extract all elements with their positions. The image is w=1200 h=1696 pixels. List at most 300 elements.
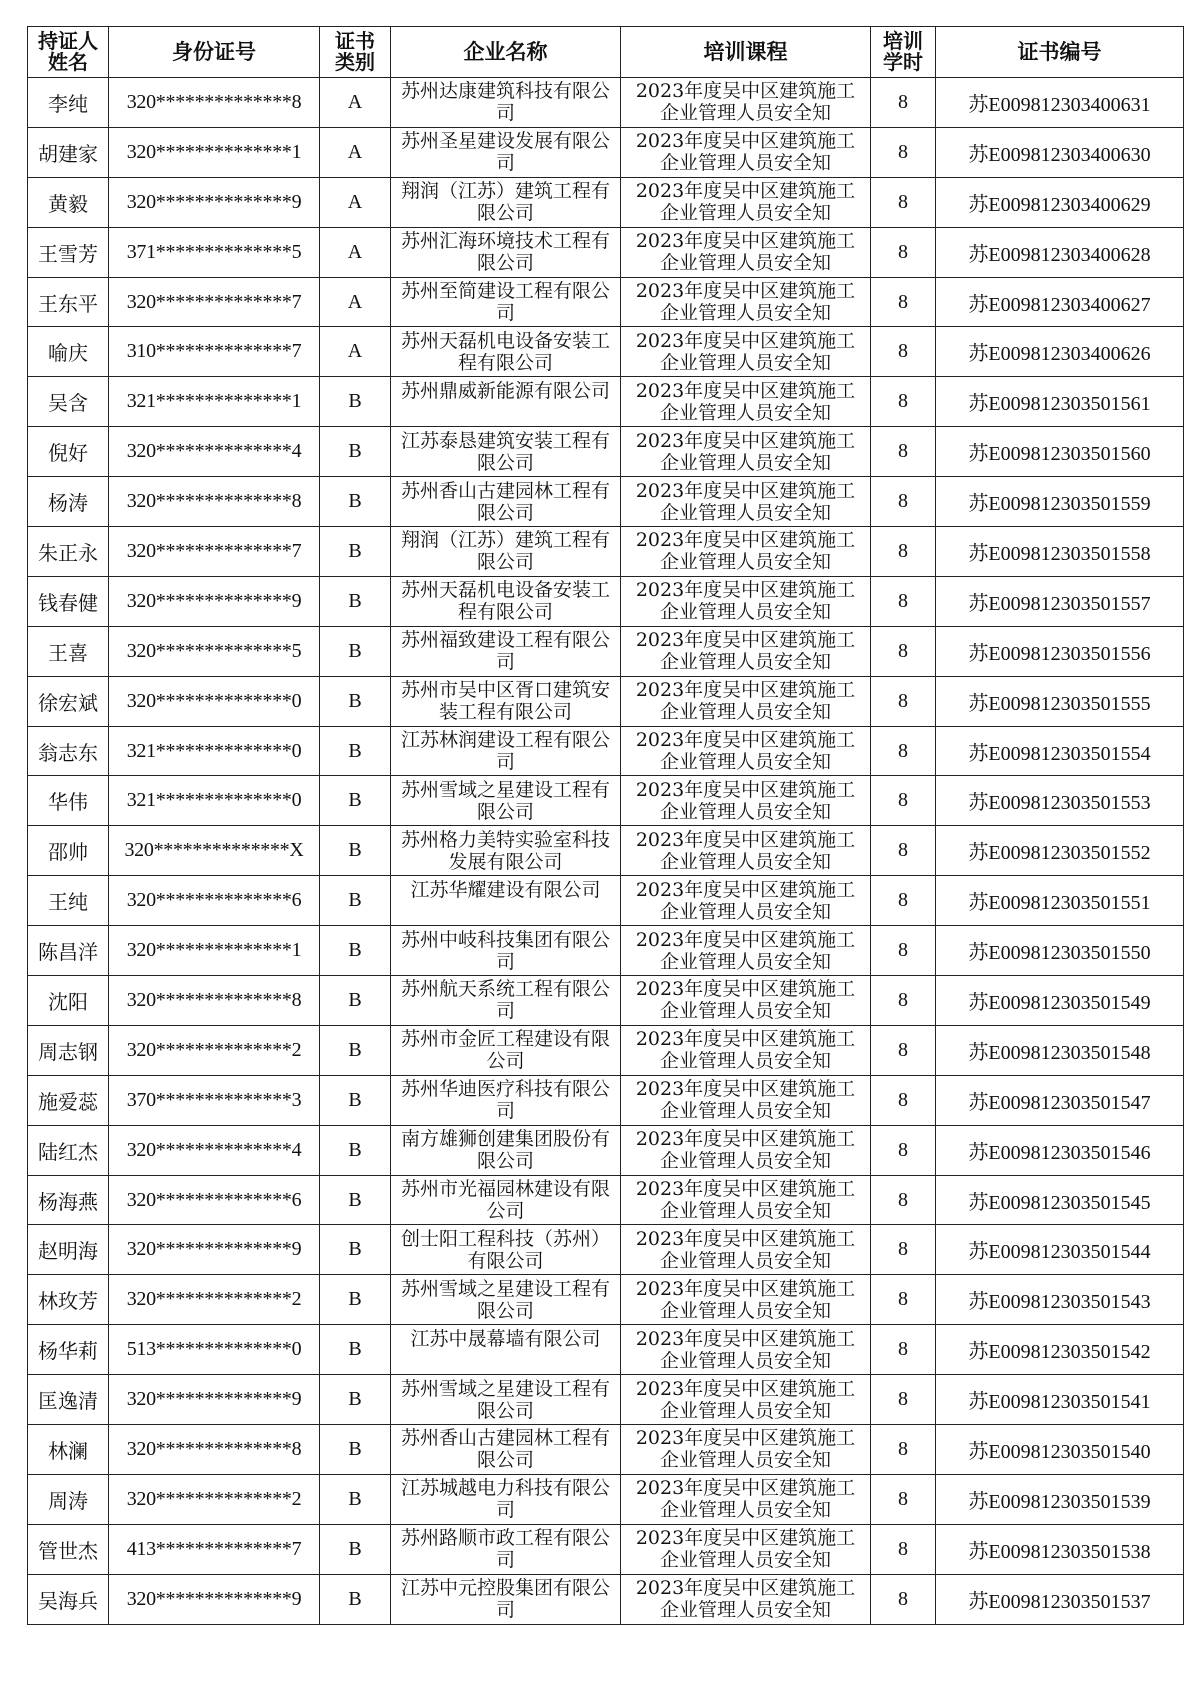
- training-course-cell: [621, 1375, 871, 1425]
- holder-name-cell: 管世杰: [28, 1524, 109, 1574]
- certificate-category-cell: B: [320, 776, 391, 826]
- table-row: [28, 626, 1184, 676]
- training-course-cell: [621, 1425, 871, 1475]
- company-name-cell: [391, 1524, 621, 1574]
- training-course-text: 2023年度吴中区建筑施工企业管理人员安全知: [635, 130, 856, 175]
- training-course-text: 2023年度吴中区建筑施工企业管理人员安全知: [635, 778, 856, 823]
- table-row: [28, 277, 1184, 327]
- header-holder-line2: 姓名: [48, 50, 88, 74]
- training-hours-cell: 8: [871, 1474, 936, 1524]
- certificate-number-cell: 苏E009812303501556: [936, 626, 1184, 676]
- training-course-cell: [621, 1125, 871, 1175]
- certificate-category-cell: B: [320, 726, 391, 776]
- training-course-text: 2023年度吴中区建筑施工企业管理人员安全知: [635, 280, 856, 324]
- id-number-cell: 320**************2: [109, 1275, 320, 1325]
- training-course-text: 2023年度吴中区建筑施工企业管理人员安全知: [635, 629, 856, 674]
- id-number-cell: 320**************9: [109, 1375, 320, 1425]
- id-number-cell: 320**************9: [109, 1574, 320, 1624]
- id-number-cell: 320**************2: [109, 1474, 320, 1524]
- table-row: [28, 427, 1184, 477]
- certificate-number-cell: 苏E009812303400630: [936, 127, 1184, 177]
- header-certificate-number: 证书编号: [936, 27, 1184, 78]
- company-name-text: 苏州达康建筑科技有限公司: [400, 80, 610, 125]
- training-course-text: 2023年度吴中区建筑施工企业管理人员安全知: [635, 1227, 856, 1272]
- company-name-text: 江苏中元控股集团有限公司: [400, 1577, 610, 1622]
- table-row: [28, 776, 1184, 826]
- certificate-category-cell: A: [320, 127, 391, 177]
- training-course-cell: [621, 1225, 871, 1275]
- training-course-cell: [621, 876, 871, 926]
- holder-name-cell: 王纯: [28, 876, 109, 926]
- company-name-text: 苏州天磊机电设备安装工程有限公司: [400, 579, 610, 624]
- certificate-category-cell: B: [320, 1524, 391, 1574]
- holder-name-cell: 吴海兵: [28, 1574, 109, 1624]
- holder-name-cell: 黄毅: [28, 177, 109, 227]
- training-course-cell: [621, 227, 871, 277]
- certificate-number-cell: 苏E009812303501551: [936, 876, 1184, 926]
- holder-name-cell: 王雪芳: [28, 227, 109, 277]
- id-number-cell: 321**************1: [109, 377, 320, 427]
- table-row: [28, 527, 1184, 577]
- company-name-cell: [391, 1125, 621, 1175]
- header-category-line1: 证书: [335, 29, 375, 53]
- table-row: [28, 1225, 1184, 1275]
- training-hours-cell: 8: [871, 1075, 936, 1125]
- certificate-number-cell: 苏E009812303501544: [936, 1225, 1184, 1275]
- certificate-category-cell: B: [320, 576, 391, 626]
- table-row: [28, 976, 1184, 1026]
- holder-name-cell: 王东平: [28, 277, 109, 327]
- company-name-cell: [391, 527, 621, 577]
- company-name-cell: [391, 826, 621, 876]
- table-row: [28, 1025, 1184, 1075]
- training-course-text: 2023年度吴中区建筑施工企业管理人员安全知: [635, 1327, 856, 1372]
- company-name-text: 创士阳工程科技（苏州）有限公司: [400, 1227, 610, 1272]
- training-hours-cell: 8: [871, 477, 936, 527]
- training-course-text: 2023年度吴中区建筑施工企业管理人员安全知: [635, 579, 856, 624]
- certificate-category-cell: A: [320, 78, 391, 128]
- certificate-roster-table: [27, 26, 1184, 1625]
- id-number-cell: 320**************9: [109, 1225, 320, 1275]
- company-name-text: 江苏中晟幕墙有限公司: [410, 1327, 601, 1350]
- id-number-cell: 513**************0: [109, 1325, 320, 1375]
- certificate-category-cell: B: [320, 1125, 391, 1175]
- holder-name-cell: 沈阳: [28, 976, 109, 1026]
- table-row: [28, 1524, 1184, 1574]
- company-name-cell: [391, 1075, 621, 1125]
- id-number-cell: 320**************1: [109, 926, 320, 976]
- certificate-category-cell: B: [320, 1375, 391, 1425]
- header-category-line2: 类别: [335, 50, 375, 74]
- table-row: [28, 1425, 1184, 1475]
- certificate-category-cell: B: [320, 1275, 391, 1325]
- table-row: [28, 327, 1184, 377]
- training-course-cell: [621, 177, 871, 227]
- holder-name-cell: 邵帅: [28, 826, 109, 876]
- training-course-text: 2023年度吴中区建筑施工企业管理人员安全知: [635, 1527, 856, 1572]
- holder-name-cell: 周志钢: [28, 1025, 109, 1075]
- training-course-cell: [621, 926, 871, 976]
- table-row: [28, 78, 1184, 128]
- id-number-cell: 320**************2: [109, 1025, 320, 1075]
- table-body: [28, 78, 1184, 1625]
- company-name-text: 苏州雪域之星建设工程有限公司: [400, 1277, 610, 1322]
- id-number-cell: 320**************6: [109, 1175, 320, 1225]
- company-name-text: 江苏林润建设工程有限公司: [400, 729, 610, 774]
- company-name-text: 苏州汇海环境技术工程有限公司: [400, 230, 610, 275]
- header-training-hours: [871, 27, 936, 78]
- company-name-cell: [391, 1425, 621, 1475]
- training-hours-cell: 8: [871, 1125, 936, 1175]
- training-hours-cell: 8: [871, 1524, 936, 1574]
- table-row: [28, 227, 1184, 277]
- certificate-number-cell: 苏E009812303501552: [936, 826, 1184, 876]
- certificate-category-cell: B: [320, 1025, 391, 1075]
- training-course-text: 2023年度吴中区建筑施工企业管理人员安全知: [635, 1078, 856, 1123]
- certificate-number-cell: 苏E009812303501541: [936, 1375, 1184, 1425]
- company-name-cell: [391, 327, 621, 377]
- company-name-text: 苏州鼎威新能源有限公司: [400, 379, 610, 402]
- certificate-category-cell: B: [320, 427, 391, 477]
- certificate-number-cell: 苏E009812303501550: [936, 926, 1184, 976]
- table-header: [28, 27, 1184, 78]
- company-name-cell: [391, 277, 621, 327]
- certificate-number-cell: 苏E009812303501545: [936, 1175, 1184, 1225]
- id-number-cell: 413**************7: [109, 1524, 320, 1574]
- company-name-cell: [391, 1325, 621, 1375]
- training-course-cell: [621, 377, 871, 427]
- company-name-text: 苏州华迪医疗科技有限公司: [400, 1078, 610, 1123]
- header-certificate-category: [320, 27, 391, 78]
- training-course-text: 2023年度吴中区建筑施工企业管理人员安全知: [635, 479, 856, 524]
- certificate-category-cell: B: [320, 1075, 391, 1125]
- company-name-cell: [391, 477, 621, 527]
- id-number-cell: 370**************3: [109, 1075, 320, 1125]
- company-name-text: 江苏华耀建设有限公司: [410, 878, 601, 901]
- training-course-text: 2023年度吴中区建筑施工企业管理人员安全知: [635, 928, 856, 973]
- company-name-text: 苏州中岐科技集团有限公司: [400, 928, 610, 973]
- certificate-category-cell: B: [320, 377, 391, 427]
- id-number-cell: 320**************0: [109, 676, 320, 726]
- company-name-text: 江苏城越电力科技有限公司: [400, 1477, 610, 1522]
- certificate-category-cell: B: [320, 527, 391, 577]
- company-name-cell: [391, 726, 621, 776]
- certificate-number-cell: 苏E009812303501557: [936, 576, 1184, 626]
- certificate-number-cell: 苏E009812303501555: [936, 676, 1184, 726]
- company-name-cell: [391, 427, 621, 477]
- holder-name-cell: 徐宏斌: [28, 676, 109, 726]
- company-name-text: 苏州格力美特实验室科技发展有限公司: [400, 828, 610, 873]
- id-number-cell: 320**************5: [109, 626, 320, 676]
- table-row: [28, 576, 1184, 626]
- certificate-number-cell: 苏E009812303501560: [936, 427, 1184, 477]
- certificate-number-cell: 苏E009812303400627: [936, 277, 1184, 327]
- certificate-category-cell: B: [320, 976, 391, 1026]
- id-number-cell: 320**************8: [109, 976, 320, 1026]
- training-course-cell: [621, 576, 871, 626]
- holder-name-cell: 林澜: [28, 1425, 109, 1475]
- training-course-cell: [621, 1275, 871, 1325]
- holder-name-cell: 杨华莉: [28, 1325, 109, 1375]
- training-course-text: 2023年度吴中区建筑施工企业管理人员安全知: [635, 1028, 856, 1073]
- training-course-text: 2023年度吴中区建筑施工企业管理人员安全知: [635, 529, 856, 574]
- training-course-text: 2023年度吴中区建筑施工企业管理人员安全知: [635, 80, 856, 125]
- training-hours-cell: 8: [871, 527, 936, 577]
- training-course-cell: [621, 1574, 871, 1624]
- header-company-name: 企业名称: [391, 27, 621, 78]
- training-hours-cell: 8: [871, 676, 936, 726]
- training-course-cell: [621, 127, 871, 177]
- certificate-number-cell: 苏E009812303501538: [936, 1524, 1184, 1574]
- certificate-category-cell: A: [320, 177, 391, 227]
- training-hours-cell: 8: [871, 177, 936, 227]
- certificate-number-cell: 苏E009812303501559: [936, 477, 1184, 527]
- company-name-text: 江苏泰恳建筑安装工程有限公司: [400, 429, 610, 474]
- holder-name-cell: 杨涛: [28, 477, 109, 527]
- company-name-cell: [391, 926, 621, 976]
- certificate-category-cell: B: [320, 1325, 391, 1375]
- id-number-cell: 371**************5: [109, 227, 320, 277]
- table-row: [28, 477, 1184, 527]
- training-course-text: 2023年度吴中区建筑施工企业管理人员安全知: [635, 679, 856, 724]
- training-hours-cell: 8: [871, 1225, 936, 1275]
- training-course-cell: [621, 477, 871, 527]
- id-number-cell: 321**************0: [109, 776, 320, 826]
- training-hours-cell: 8: [871, 626, 936, 676]
- id-number-cell: 320**************9: [109, 177, 320, 227]
- training-hours-cell: 8: [871, 1275, 936, 1325]
- table-row: [28, 1325, 1184, 1375]
- table-row: [28, 1574, 1184, 1624]
- table-row: [28, 1125, 1184, 1175]
- certificate-number-cell: 苏E009812303501547: [936, 1075, 1184, 1125]
- certificate-number-cell: 苏E009812303400628: [936, 227, 1184, 277]
- company-name-cell: [391, 626, 621, 676]
- training-hours-cell: 8: [871, 976, 936, 1026]
- training-course-text: 2023年度吴中区建筑施工企业管理人员安全知: [635, 828, 856, 873]
- company-name-cell: [391, 1175, 621, 1225]
- company-name-cell: [391, 776, 621, 826]
- certificate-number-cell: 苏E009812303501548: [936, 1025, 1184, 1075]
- company-name-text: 苏州航天系统工程有限公司: [400, 978, 610, 1023]
- training-hours-cell: 8: [871, 327, 936, 377]
- training-course-cell: [621, 1075, 871, 1125]
- company-name-cell: [391, 976, 621, 1026]
- training-hours-cell: 8: [871, 377, 936, 427]
- certificate-number-cell: 苏E009812303501540: [936, 1425, 1184, 1475]
- training-course-cell: [621, 1474, 871, 1524]
- header-hours-line1: 培训: [883, 29, 923, 53]
- training-course-text: 2023年度吴中区建筑施工企业管理人员安全知: [635, 230, 856, 275]
- training-course-cell: [621, 1175, 871, 1225]
- company-name-text: 苏州福致建设工程有限公司: [400, 629, 610, 674]
- holder-name-cell: 陈昌洋: [28, 926, 109, 976]
- header-holder-name: [28, 27, 109, 78]
- id-number-cell: 320**************8: [109, 1425, 320, 1475]
- table-row: [28, 1175, 1184, 1225]
- certificate-number-cell: 苏E009812303400626: [936, 327, 1184, 377]
- company-name-cell: [391, 1225, 621, 1275]
- training-hours-cell: 8: [871, 1375, 936, 1425]
- holder-name-cell: 赵明海: [28, 1225, 109, 1275]
- holder-name-cell: 陆红杰: [28, 1125, 109, 1175]
- training-hours-cell: 8: [871, 576, 936, 626]
- id-number-cell: 321**************0: [109, 726, 320, 776]
- table-row: [28, 926, 1184, 976]
- company-name-text: 苏州市金匠工程建设有限公司: [400, 1028, 610, 1073]
- company-name-text: 苏州市光福园林建设有限公司: [400, 1178, 610, 1223]
- company-name-cell: [391, 1375, 621, 1425]
- company-name-text: 苏州圣星建设发展有限公司: [400, 130, 610, 175]
- certificate-category-cell: B: [320, 926, 391, 976]
- id-number-cell: 320**************7: [109, 277, 320, 327]
- certificate-category-cell: B: [320, 1425, 391, 1475]
- id-number-cell: 320**************6: [109, 876, 320, 926]
- id-number-cell: 310**************7: [109, 327, 320, 377]
- training-course-text: 2023年度吴中区建筑施工企业管理人员安全知: [635, 329, 856, 374]
- company-name-text: 苏州天磊机电设备安装工程有限公司: [400, 329, 610, 374]
- certificate-category-cell: B: [320, 1574, 391, 1624]
- holder-name-cell: 翁志东: [28, 726, 109, 776]
- certificate-category-cell: B: [320, 1175, 391, 1225]
- training-course-text: 2023年度吴中区建筑施工企业管理人员安全知: [635, 1377, 856, 1422]
- table-row: [28, 1375, 1184, 1425]
- id-number-cell: 320**************1: [109, 127, 320, 177]
- holder-name-cell: 朱正永: [28, 527, 109, 577]
- id-number-cell: 320**************9: [109, 576, 320, 626]
- training-hours-cell: 8: [871, 1425, 936, 1475]
- certificate-number-cell: 苏E009812303501539: [936, 1474, 1184, 1524]
- training-hours-cell: 8: [871, 776, 936, 826]
- certificate-category-cell: B: [320, 626, 391, 676]
- table-row: [28, 676, 1184, 726]
- training-course-text: 2023年度吴中区建筑施工企业管理人员安全知: [635, 1128, 856, 1173]
- certificate-category-cell: B: [320, 1474, 391, 1524]
- certificate-category-cell: B: [320, 676, 391, 726]
- training-hours-cell: 8: [871, 726, 936, 776]
- training-course-cell: [621, 1325, 871, 1375]
- holder-name-cell: 华伟: [28, 776, 109, 826]
- training-course-text: 2023年度吴中区建筑施工企业管理人员安全知: [635, 878, 856, 923]
- training-hours-cell: 8: [871, 78, 936, 128]
- training-hours-cell: 8: [871, 427, 936, 477]
- id-number-cell: 320**************8: [109, 78, 320, 128]
- training-course-cell: [621, 78, 871, 128]
- company-name-cell: [391, 377, 621, 427]
- training-course-text: 2023年度吴中区建筑施工企业管理人员安全知: [635, 1178, 856, 1223]
- id-number-cell: 320**************X: [109, 826, 320, 876]
- header-training-course: 培训课程: [621, 27, 871, 78]
- company-name-text: 翔润（江苏）建筑工程有限公司: [400, 180, 610, 225]
- table-row: [28, 1474, 1184, 1524]
- id-number-cell: 320**************4: [109, 1125, 320, 1175]
- holder-name-cell: 吴含: [28, 377, 109, 427]
- holder-name-cell: 倪好: [28, 427, 109, 477]
- certificate-number-cell: 苏E009812303501553: [936, 776, 1184, 826]
- table-row: [28, 726, 1184, 776]
- certificate-category-cell: B: [320, 826, 391, 876]
- certificate-number-cell: 苏E009812303501542: [936, 1325, 1184, 1375]
- training-course-cell: [621, 327, 871, 377]
- table-row: [28, 377, 1184, 427]
- training-course-text: 2023年度吴中区建筑施工企业管理人员安全知: [635, 429, 856, 474]
- training-hours-cell: 8: [871, 277, 936, 327]
- company-name-cell: [391, 576, 621, 626]
- training-course-cell: [621, 676, 871, 726]
- certificate-number-cell: 苏E009812303501558: [936, 527, 1184, 577]
- company-name-cell: [391, 1574, 621, 1624]
- holder-name-cell: 匡逸清: [28, 1375, 109, 1425]
- header-row: [28, 27, 1184, 78]
- company-name-cell: [391, 1025, 621, 1075]
- training-course-cell: [621, 427, 871, 477]
- certificate-number-cell: 苏E009812303400631: [936, 78, 1184, 128]
- header-hours-line2: 学时: [883, 50, 923, 74]
- company-name-text: 苏州路顺市政工程有限公司: [400, 1527, 610, 1572]
- certificate-number-cell: 苏E009812303501546: [936, 1125, 1184, 1175]
- training-course-cell: [621, 626, 871, 676]
- certificate-number-cell: 苏E009812303501554: [936, 726, 1184, 776]
- training-course-text: 2023年度吴中区建筑施工企业管理人员安全知: [635, 729, 856, 774]
- holder-name-cell: 周涛: [28, 1474, 109, 1524]
- company-name-text: 南方雄狮创建集团股份有限公司: [400, 1128, 610, 1173]
- holder-name-cell: 胡建家: [28, 127, 109, 177]
- certificate-category-cell: A: [320, 327, 391, 377]
- company-name-text: 苏州雪域之星建设工程有限公司: [400, 778, 610, 823]
- holder-name-cell: 施爱蕊: [28, 1075, 109, 1125]
- training-course-text: 2023年度吴中区建筑施工企业管理人员安全知: [635, 1577, 856, 1622]
- training-course-text: 2023年度吴中区建筑施工企业管理人员安全知: [635, 1477, 856, 1522]
- company-name-text: 翔润（江苏）建筑工程有限公司: [400, 529, 610, 574]
- certificate-category-cell: B: [320, 876, 391, 926]
- holder-name-cell: 林玫芳: [28, 1275, 109, 1325]
- table-row: [28, 826, 1184, 876]
- training-course-text: 2023年度吴中区建筑施工企业管理人员安全知: [635, 379, 856, 424]
- training-hours-cell: 8: [871, 1574, 936, 1624]
- training-course-text: 2023年度吴中区建筑施工企业管理人员安全知: [635, 180, 856, 225]
- company-name-cell: [391, 676, 621, 726]
- training-hours-cell: 8: [871, 227, 936, 277]
- holder-name-cell: 王喜: [28, 626, 109, 676]
- certificate-number-cell: 苏E009812303501537: [936, 1574, 1184, 1624]
- training-hours-cell: 8: [871, 1025, 936, 1075]
- company-name-cell: [391, 78, 621, 128]
- training-course-text: 2023年度吴中区建筑施工企业管理人员安全知: [635, 1277, 856, 1322]
- training-course-cell: [621, 726, 871, 776]
- table-row: [28, 1275, 1184, 1325]
- certificate-number-cell: 苏E009812303501543: [936, 1275, 1184, 1325]
- training-course-cell: [621, 1025, 871, 1075]
- training-hours-cell: 8: [871, 876, 936, 926]
- holder-name-cell: 李纯: [28, 78, 109, 128]
- training-course-cell: [621, 277, 871, 327]
- company-name-cell: [391, 876, 621, 926]
- company-name-cell: [391, 227, 621, 277]
- table-row: [28, 177, 1184, 227]
- company-name-text: 苏州香山古建园林工程有限公司: [400, 479, 610, 524]
- holder-name-cell: 钱春健: [28, 576, 109, 626]
- training-hours-cell: 8: [871, 1325, 936, 1375]
- table-row: [28, 127, 1184, 177]
- company-name-cell: [391, 1474, 621, 1524]
- certificate-category-cell: B: [320, 477, 391, 527]
- training-course-cell: [621, 527, 871, 577]
- company-name-text: 苏州市吴中区胥口建筑安装工程有限公司: [400, 679, 610, 724]
- table-row: [28, 876, 1184, 926]
- id-number-cell: 320**************7: [109, 527, 320, 577]
- training-hours-cell: 8: [871, 926, 936, 976]
- company-name-text: 苏州香山古建园林工程有限公司: [400, 1427, 610, 1472]
